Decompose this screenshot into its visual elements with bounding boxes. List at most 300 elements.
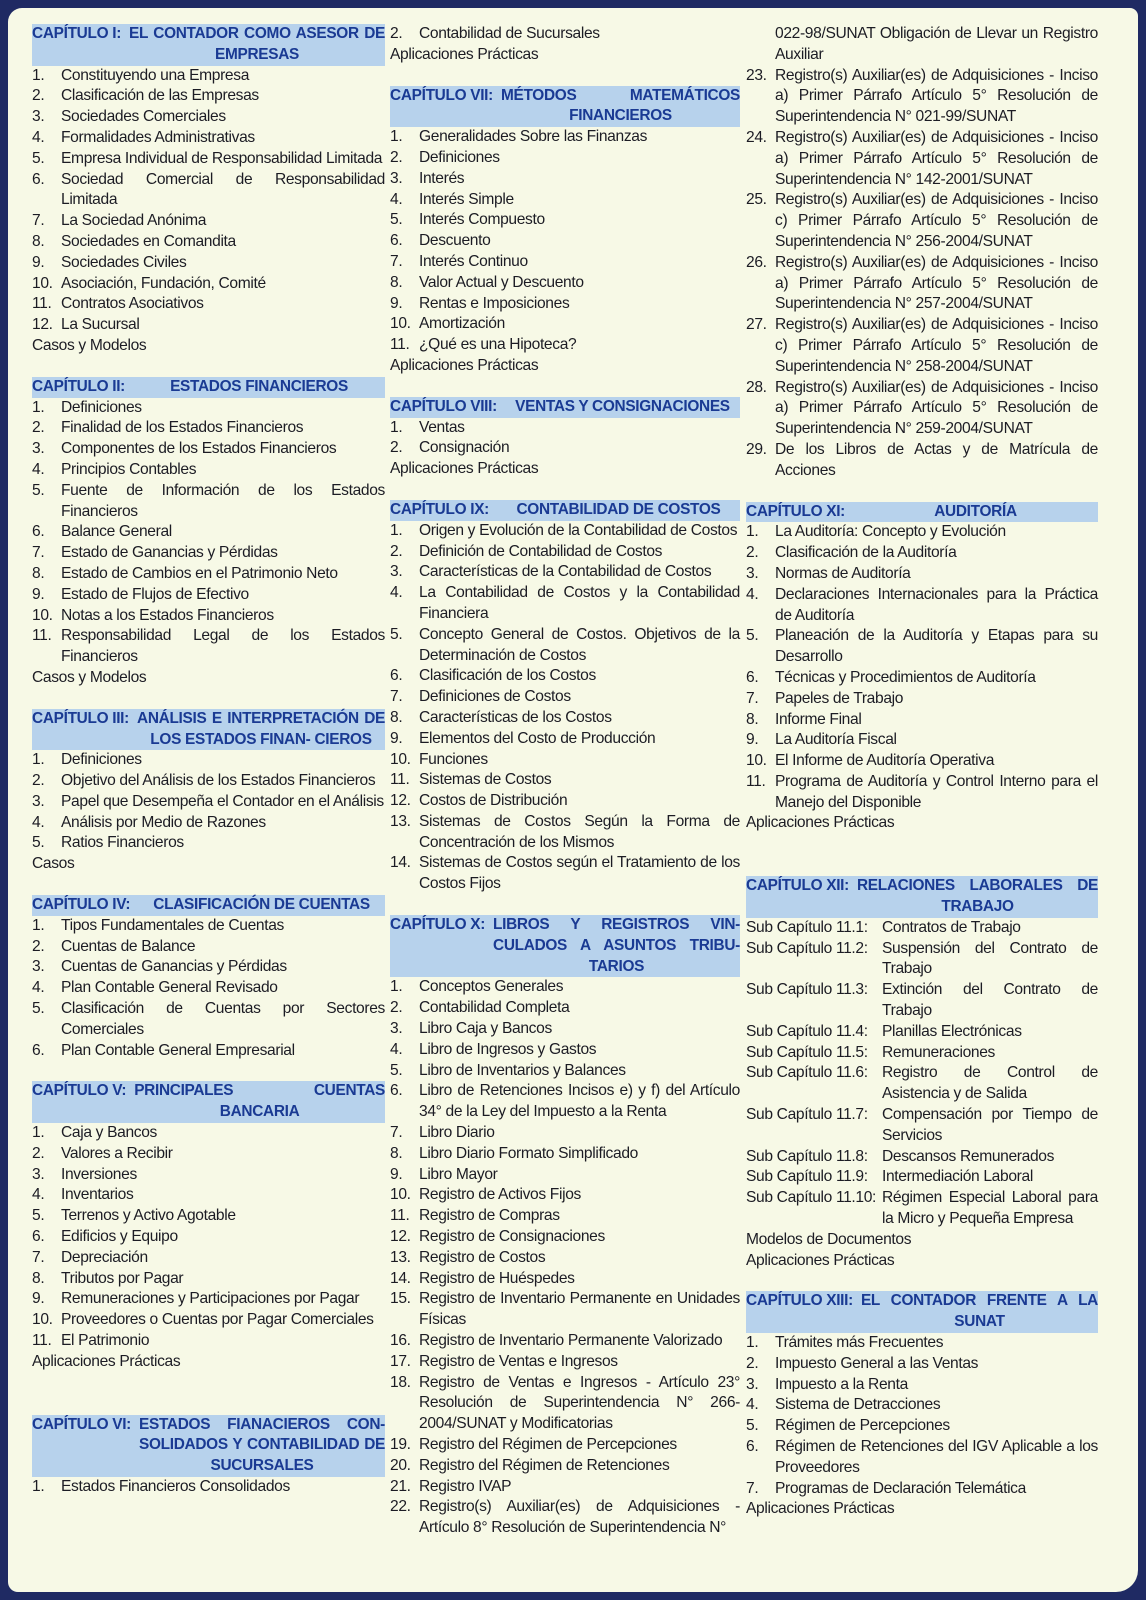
item-text: Definiciones [61, 751, 142, 769]
item-number: 12. [390, 792, 411, 810]
item-text: Estado de Ganancias y Pérdidas [61, 544, 278, 562]
chapter-title: AUDITORÍA [934, 502, 1017, 520]
item-text: Formalidades Administrativas [61, 128, 255, 146]
list-item [390, 729, 740, 750]
item-number: 3. [32, 108, 45, 126]
item-text: Edificios y Equipo [61, 1228, 178, 1246]
chapter-heading [32, 709, 385, 751]
item-text: Caja y Bancos [61, 1124, 157, 1142]
item-number: 27. [746, 316, 767, 334]
chapter-label: CAPÍTULO IV: [32, 896, 131, 914]
list-item [32, 1310, 385, 1331]
list-item [746, 440, 1098, 482]
chapter-section [32, 1415, 385, 1498]
list-item [390, 169, 740, 190]
list-item [32, 1041, 385, 1062]
list-item [32, 274, 385, 295]
item-text: Empresa Individual de Responsabilidad Limitada [61, 149, 383, 167]
item-text: Registro(s) Auxiliar(es) de Adquisiciones - Inciso a) Primer Párrafo Artículo 5° Resolución de Superintendencia N° 021-99/SUNAT [775, 66, 1098, 126]
item-number: 11. [390, 336, 410, 354]
item-number: 1. [32, 1478, 45, 1495]
sub-chapter-text: Suspensión del Contrato de Trabajo [882, 939, 1098, 978]
sub-chapter-text: Descansos Remunerados [882, 1147, 1055, 1165]
chapter-label: CAPÍTULO XIII: [746, 1292, 853, 1310]
list-item [746, 730, 1098, 751]
item-number: 3. [390, 1020, 403, 1038]
item-text: Registro del Régimen de Retenciones [419, 1456, 670, 1474]
section-extra: Aplicaciones Prácticas [32, 1352, 181, 1370]
item-text: Informe Final [775, 710, 862, 728]
section-extra: Aplicaciones Prácticas [390, 460, 539, 478]
item-text: Papel que Desempeña el Contador en el Análisis [61, 792, 384, 810]
item-number: 2. [32, 772, 45, 790]
section-spacer [32, 1061, 385, 1081]
section-extra: Casos y Modelos [32, 336, 147, 354]
sub-chapter-text: Registro de Control de Asistencia y de Salida [882, 1064, 1098, 1103]
item-text: Sistemas de Costos Según la Forma de Concentración de los Mismos [419, 812, 740, 851]
chapter-heading [32, 24, 385, 66]
item-text: Balance General [61, 523, 172, 541]
item-text: Inversiones [61, 1165, 137, 1183]
chapter-title: VENTAS Y CONSIGNACIONES [515, 397, 730, 415]
item-number: 7. [390, 688, 403, 706]
item-text: Finalidad de los Estados Financieros [61, 419, 304, 437]
list-item [32, 957, 385, 978]
item-text: Régimen de Retenciones del IGV Aplicable a los Proveedores [775, 1438, 1098, 1476]
list-item [390, 24, 740, 45]
item-text: La Contabilidad de Costos y la Contabilidad Financiera [419, 584, 740, 622]
item-text: Descuento [419, 232, 491, 250]
sub-chapter-item [746, 980, 1098, 1022]
list-item [746, 543, 1098, 564]
list-item [390, 1269, 740, 1290]
item-number: 6. [390, 667, 403, 685]
item-number: 12. [32, 316, 53, 334]
list-item [32, 211, 385, 232]
section-extra: Casos y Modelos [32, 668, 147, 686]
list-item [32, 1206, 385, 1227]
list-item [32, 833, 385, 854]
item-number: 10. [32, 1311, 53, 1329]
list-item [746, 1395, 1098, 1416]
item-text: Declaraciones Internacionales para la Práctica de Auditoría [775, 585, 1098, 624]
item-text: Clasificación de los Costos [419, 667, 596, 685]
chapter-label: CAPÍTULO VI: [32, 1415, 132, 1433]
list-item [32, 771, 385, 792]
sub-chapter-label: Sub Capítulo 11.4: [746, 1022, 868, 1040]
chapter-section [32, 709, 385, 875]
list-item [32, 1269, 385, 1290]
item-number: 3. [746, 564, 759, 582]
item-number: 18. [390, 1373, 411, 1391]
item-number: 5. [390, 211, 403, 229]
sub-chapter-label: Sub Capítulo 11.3: [746, 981, 868, 999]
item-text: Interés [419, 169, 465, 187]
item-text: Cuentas de Balance [61, 937, 196, 955]
list-item [32, 1227, 385, 1248]
list-item [390, 418, 740, 439]
sub-chapter-text: Extinción del Contrato de Trabajo [882, 981, 1098, 1020]
list-item [746, 772, 1098, 814]
list-item [746, 190, 1098, 252]
item-number: 6. [746, 668, 759, 686]
item-number: 7. [32, 212, 45, 230]
item-text: Registro(s) Auxiliar(es) de Adquisiciones - Artículo 8° Resolución de Superintendencia N° [419, 1498, 740, 1537]
list-item [32, 1331, 385, 1352]
list-item [746, 710, 1098, 731]
sub-chapter-label: Sub Capítulo 11.6: [746, 1064, 868, 1082]
chapter-section [390, 500, 740, 895]
item-text: Libro Diario [419, 1124, 495, 1142]
chapter-section [746, 1291, 1098, 1520]
list-item [32, 750, 385, 771]
section-extra: Aplicaciones Prácticas [746, 1251, 895, 1269]
item-number: 10. [32, 606, 53, 624]
list-item [32, 418, 385, 439]
chapter-section [390, 397, 740, 480]
item-number: 2. [390, 439, 403, 457]
sub-chapter-text: Planillas Electrónicas [882, 1022, 1022, 1040]
list-item [32, 1123, 385, 1144]
list-item [32, 232, 385, 253]
item-text: Tipos Fundamentales de Cuentas [61, 916, 284, 934]
item-number: 15. [390, 1290, 411, 1308]
item-number: 1. [32, 916, 45, 934]
list-item [746, 1437, 1098, 1479]
column-1 [32, 24, 385, 1498]
item-number: 2. [32, 87, 45, 105]
item-text: Origen y Evolución de la Contabilidad de Costos [419, 521, 738, 539]
item-text: Estado de Flujos de Efectivo [61, 585, 249, 603]
item-number: 3. [390, 563, 403, 581]
list-item [746, 689, 1098, 710]
item-number: 29. [746, 440, 767, 458]
item-number: 8. [32, 564, 45, 582]
chapter-heading [32, 895, 385, 916]
item-text: Libro Caja y Bancos [419, 1020, 552, 1038]
list-item [746, 66, 1098, 128]
item-text: Sociedades Comerciales [61, 108, 226, 126]
list-item [390, 1456, 740, 1477]
item-number: 4. [746, 585, 759, 603]
item-number: 8. [746, 710, 759, 728]
item-text: Principios Contables [61, 460, 197, 478]
list-item [390, 1019, 740, 1040]
list-item [390, 1144, 740, 1165]
list-item [390, 210, 740, 231]
item-text: Elementos del Costo de Producción [419, 729, 656, 747]
item-text: Análisis por Medio de Razones [61, 813, 266, 831]
item-text: Funciones [419, 750, 488, 768]
item-number: 23. [746, 66, 767, 84]
list-item [746, 585, 1098, 627]
list-item [32, 626, 385, 668]
item-text: Inventarios [61, 1186, 134, 1204]
item-text: Registro de Ventas e Ingresos - Artículo 23° Resolución de Superintendencia N° 266-2004/SUNAT y Modificatorias [419, 1373, 740, 1433]
item-text: Programa de Auditoría y Control Interno para el Manejo del Disponible [775, 772, 1098, 811]
chapter-heading [32, 1415, 385, 1477]
chapter-section [32, 24, 385, 357]
chapter-title: PRINCIPALES CUENTAS BANCARIA [134, 1082, 385, 1121]
item-text: El Informe de Auditoría Operativa [775, 752, 995, 770]
list-item [390, 750, 740, 771]
sub-chapter-item [746, 1022, 1098, 1043]
item-text: Registro de Activos Fijos [419, 1186, 581, 1204]
item-number: 1. [32, 751, 45, 769]
item-number: 5. [32, 834, 45, 852]
item-number: 1. [390, 418, 403, 436]
item-number: 5. [746, 1417, 759, 1435]
list-item [390, 1227, 740, 1248]
item-text: Libro de Retenciones Incisos e) y f) del Artículo 34° de la Ley del Impuesto a la Renta [419, 1082, 740, 1121]
item-text: Costos de Distribución [419, 792, 568, 810]
list-item [746, 522, 1098, 543]
item-text: Constituyendo una Empresa [61, 66, 250, 84]
list-item [32, 1248, 385, 1269]
item-number: 12. [390, 1228, 411, 1246]
item-number: 8. [32, 1269, 45, 1287]
item-text: Terrenos y Activo Agotable [61, 1207, 236, 1225]
item-text: Sociedad Comercial de Responsabilidad Limitada [61, 170, 385, 209]
item-number: 2. [390, 25, 403, 42]
item-text: Registro de Inventario Permanente Valorizado [419, 1332, 723, 1350]
item-number: 11. [32, 295, 52, 313]
section-spacer [746, 1271, 1098, 1291]
list-item [32, 916, 385, 937]
item-number: 1. [390, 128, 403, 146]
list-item [390, 1435, 740, 1456]
chapter-title: RELACIONES LABORALES DE TRABAJO [856, 877, 1098, 916]
list-item [746, 253, 1098, 315]
section-extra: Modelos de Documentos [746, 1230, 912, 1248]
item-number: 4. [32, 979, 45, 997]
item-text: Registro(s) Auxiliar(es) de Adquisiciones - Inciso c) Primer Párrafo Artículo 5° Resolución de Superintendencia N° 258-2004/SUNAT [775, 316, 1098, 375]
list-item [32, 86, 385, 107]
list-item [32, 107, 385, 128]
list-item [32, 792, 385, 813]
item-number: 10. [32, 274, 53, 292]
list-item [390, 1061, 740, 1082]
list-item [390, 1477, 740, 1498]
list-item [390, 1040, 740, 1061]
chapter-heading [390, 500, 740, 521]
item-text: Clasificación de las Empresas [61, 87, 259, 105]
item-number: 7. [32, 1248, 45, 1266]
item-number: 13. [390, 1248, 411, 1266]
chapter-section [390, 915, 740, 1539]
item-number: 8. [390, 1144, 403, 1162]
list-item [32, 543, 385, 564]
sub-chapter-text: Contratos de Trabajo [882, 918, 1021, 936]
list-item [390, 252, 740, 273]
list-item [32, 1144, 385, 1165]
item-text: Definiciones de Costos [419, 688, 571, 706]
item-text: Sociedades en Comandita [61, 232, 236, 250]
item-number: 3. [32, 792, 45, 810]
chapter-heading [746, 502, 1098, 523]
chapter-title: ESTADOS FINANCIEROS [170, 377, 348, 395]
chapter-label: CAPÍTULO VII: [390, 86, 493, 104]
list-item [390, 1165, 740, 1186]
sub-chapter-item [746, 939, 1098, 981]
sub-chapter-text: Remuneraciones [882, 1043, 995, 1061]
item-number: 8. [32, 232, 45, 250]
list-item [32, 170, 385, 212]
item-number: 10. [746, 752, 767, 770]
list-item [390, 1123, 740, 1144]
chapter-label: CAPÍTULO VIII: [390, 397, 497, 415]
item-text: La Sucursal [61, 316, 140, 334]
sub-chapter-item [746, 918, 1098, 939]
item-number: 9. [32, 1290, 45, 1308]
item-number: 9. [32, 585, 45, 603]
sub-chapter-label: Sub Capítulo 11.8: [746, 1147, 868, 1165]
item-number: 7. [32, 544, 45, 562]
section-extra: Aplicaciones Prácticas [390, 356, 539, 374]
item-number: 10. [390, 750, 411, 768]
item-text: Programas de Declaración Telemática [775, 1479, 1026, 1497]
item-number: 24. [746, 128, 767, 146]
list-item [746, 1333, 1098, 1354]
section-spacer [746, 482, 1098, 502]
list-item [390, 1331, 740, 1352]
sub-chapter-label: Sub Capítulo 11.9: [746, 1168, 868, 1186]
item-number: 6. [390, 1082, 403, 1100]
item-text: Impuesto a la Renta [775, 1375, 908, 1393]
chapter-title: EL CONTADOR COMO ASESOR DE EMPRESAS [129, 25, 385, 63]
item-text: Componentes de los Estados Financieros [61, 440, 337, 458]
chapter-label: CAPÍTULO I: [32, 25, 122, 42]
chapter-section [390, 24, 740, 66]
item-text: Cuentas de Ganancias y Pérdidas [61, 958, 287, 976]
section-spacer [390, 66, 740, 86]
item-number: 7. [746, 1479, 759, 1497]
list-item [32, 1289, 385, 1310]
item-number: 5. [390, 1061, 403, 1079]
item-number: 11. [390, 771, 410, 789]
page [8, 8, 1138, 1592]
item-text: Registro de Ventas e Ingresos [419, 1352, 618, 1370]
item-text: La Sociedad Anónima [61, 212, 207, 230]
item-text: Papeles de Trabajo [775, 689, 904, 707]
item-number: 7. [746, 689, 759, 707]
column-2 [390, 24, 740, 1539]
list-item [32, 1477, 385, 1498]
list-item [746, 626, 1098, 668]
item-number: 2. [746, 1354, 759, 1372]
item-number: 4. [746, 1396, 759, 1414]
list-item [32, 66, 385, 87]
item-text: Régimen de Percepciones [775, 1417, 950, 1435]
item-text: La Auditoría Fiscal [775, 731, 897, 749]
item-text: Amortización [419, 315, 505, 333]
item-text: Clasificación de la Auditoría [775, 544, 957, 562]
item-text: Valor Actual y Descuento [419, 273, 584, 291]
item-text: Registro de Compras [419, 1207, 560, 1225]
sub-chapter-text: Régimen Especial Laboral para la Micro y Pequeña Empresa [882, 1189, 1098, 1228]
list-item [746, 1354, 1098, 1375]
item-number: 28. [746, 378, 767, 396]
item-text: Clasificación de Cuentas por Sectores Comerciales [61, 1000, 385, 1038]
item-number: 10. [390, 315, 411, 333]
item-number: 10. [390, 1186, 411, 1204]
item-number: 1. [390, 978, 403, 996]
sub-chapter-item [746, 1147, 1098, 1168]
chapter-title: MÉTODOS MATEMÁTICOS FINANCIEROS [500, 86, 740, 125]
sub-chapter-item [746, 1188, 1098, 1230]
item-text: Contabilidad Completa [419, 999, 570, 1017]
item-number: 6. [32, 523, 45, 541]
item-number: 2. [390, 542, 403, 560]
sub-chapter-text: Compensación por Tiempo de Servicios [882, 1106, 1098, 1144]
item-text: Consignación [419, 439, 510, 457]
item-text: Planeación de la Auditoría y Etapas para su Desarrollo [775, 627, 1098, 666]
item-text: Remuneraciones y Participaciones por Pagar [61, 1290, 360, 1308]
list-item [32, 253, 385, 274]
item-number: 14. [390, 854, 411, 872]
section-extra: Casos [32, 855, 75, 873]
item-text: Registro de Huéspedes [419, 1269, 575, 1287]
item-number: 2. [32, 937, 45, 955]
list-item [390, 1248, 740, 1269]
item-number: 19. [390, 1436, 411, 1453]
chapter-title: ESTADOS FIANACIEROS CON- SOLIDADOS Y CONTABILIDAD DE SUCURSALES [139, 1415, 385, 1475]
chapter-heading [32, 377, 385, 398]
list-item [32, 398, 385, 419]
list-item [32, 460, 385, 481]
item-text: Ratios Financieros [61, 834, 184, 852]
list-item [390, 853, 740, 895]
item-text: Libro de Inventarios y Balances [419, 1061, 626, 1079]
item-number: 11. [32, 627, 52, 645]
section-spacer [32, 689, 385, 709]
list-item [746, 1375, 1098, 1396]
item-number: 6. [390, 232, 403, 250]
list-item [32, 606, 385, 627]
item-number: 5. [390, 625, 403, 643]
section-extra: Aplicaciones Prácticas [746, 814, 895, 832]
item-number: 9. [390, 1165, 403, 1183]
list-item [746, 315, 1098, 377]
list-item [746, 24, 1098, 66]
item-text: Conceptos Generales [419, 978, 564, 996]
item-number: 14. [390, 1269, 411, 1287]
list-item [32, 149, 385, 170]
item-number: 1. [32, 398, 45, 416]
list-item [390, 625, 740, 667]
item-text: Interés Simple [419, 190, 514, 208]
list-item [390, 231, 740, 252]
item-text: Definiciones [61, 398, 142, 416]
item-number: 22. [390, 1498, 411, 1516]
chapter-title: CLASIFICACIÓN DE CUENTAS [153, 896, 370, 914]
item-text: Plan Contable General Revisado [61, 979, 278, 997]
list-item [746, 378, 1098, 440]
item-text: Registro del Régimen de Percepciones [419, 1436, 677, 1453]
item-number: 7. [390, 1124, 403, 1142]
list-item [390, 687, 740, 708]
list-item [390, 190, 740, 211]
item-number: 3. [32, 440, 45, 458]
item-text: Sociedades Civiles [61, 253, 187, 271]
item-text: Registro de Costos [419, 1248, 546, 1266]
item-text: Registro de Inventario Permanente en Unidades Físicas [419, 1290, 740, 1329]
list-item [390, 583, 740, 625]
item-number: 25. [746, 191, 767, 209]
section-spacer [32, 875, 385, 895]
item-number: 4. [32, 813, 45, 831]
item-text: Interés Compuesto [419, 211, 545, 229]
